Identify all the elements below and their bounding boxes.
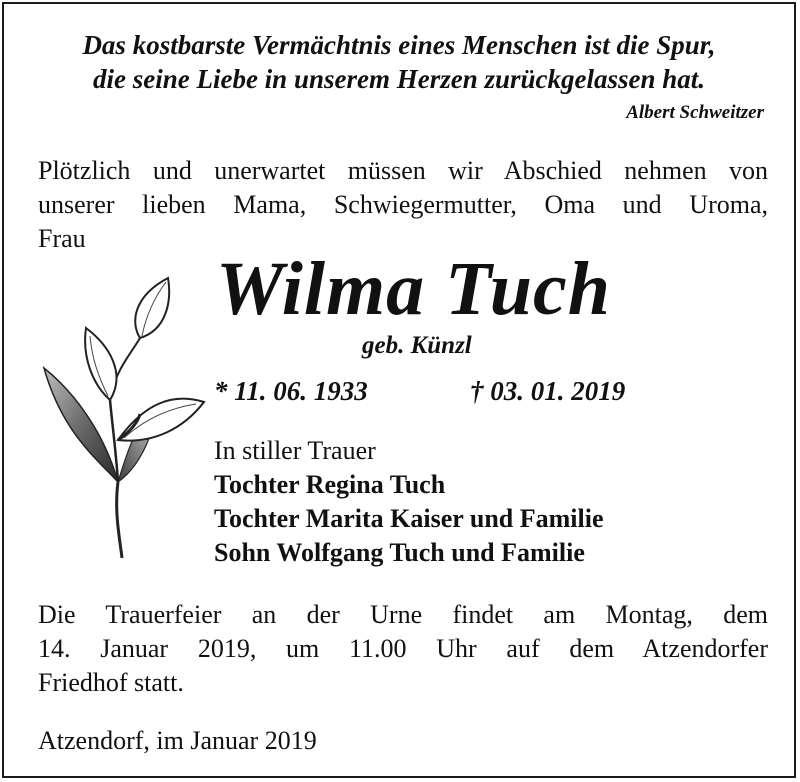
quote-line-1: Das kostbarste Vermächtnis eines Menschen ist die Spur, <box>82 30 716 60</box>
mourner-name: Tochter Regina Tuch <box>214 470 446 499</box>
mourner-name: Tochter Marita Kaiser und Familie <box>214 504 604 533</box>
obituary-notice <box>2 2 796 778</box>
birth-date: * 11. 06. 1933 <box>214 376 368 406</box>
intro-line-3: Frau <box>38 224 86 253</box>
quote-author: Albert Schweitzer <box>626 102 764 123</box>
intro-text <box>38 154 768 256</box>
ceremony-line-2: 14. Januar 2019, um 11.00 Uhr auf dem Atzendorfer <box>38 634 768 663</box>
deceased-name: Wilma Tuch <box>216 247 611 331</box>
place-and-date: Atzendorf, im Januar 2019 <box>38 726 317 755</box>
mourner-name: Sohn Wolfgang Tuch und Familie <box>214 538 585 567</box>
intro-line-2: unserer lieben Mama, Schwiegermutter, Oma und Uroma, <box>38 190 768 219</box>
ceremony-line-1: Die Trauerfeier an der Urne findet am Montag, dem <box>38 600 768 629</box>
ceremony-line-3: Friedhof statt. <box>38 668 184 697</box>
mourners-block <box>214 434 604 570</box>
maiden-name: geb. Künzl <box>362 332 472 359</box>
ceremony-text <box>38 598 768 700</box>
intro-line-1: Plötzlich und unerwartet müssen wir Abschied nehmen von <box>38 156 768 185</box>
death-date: † 03. 01. 2019 <box>470 376 626 406</box>
mourners-intro: In stiller Trauer <box>214 436 376 465</box>
calla-lily-icon <box>34 272 212 564</box>
quote-line-2: die seine Liebe in unserem Herzen zurückgelassen hat. <box>92 64 706 94</box>
